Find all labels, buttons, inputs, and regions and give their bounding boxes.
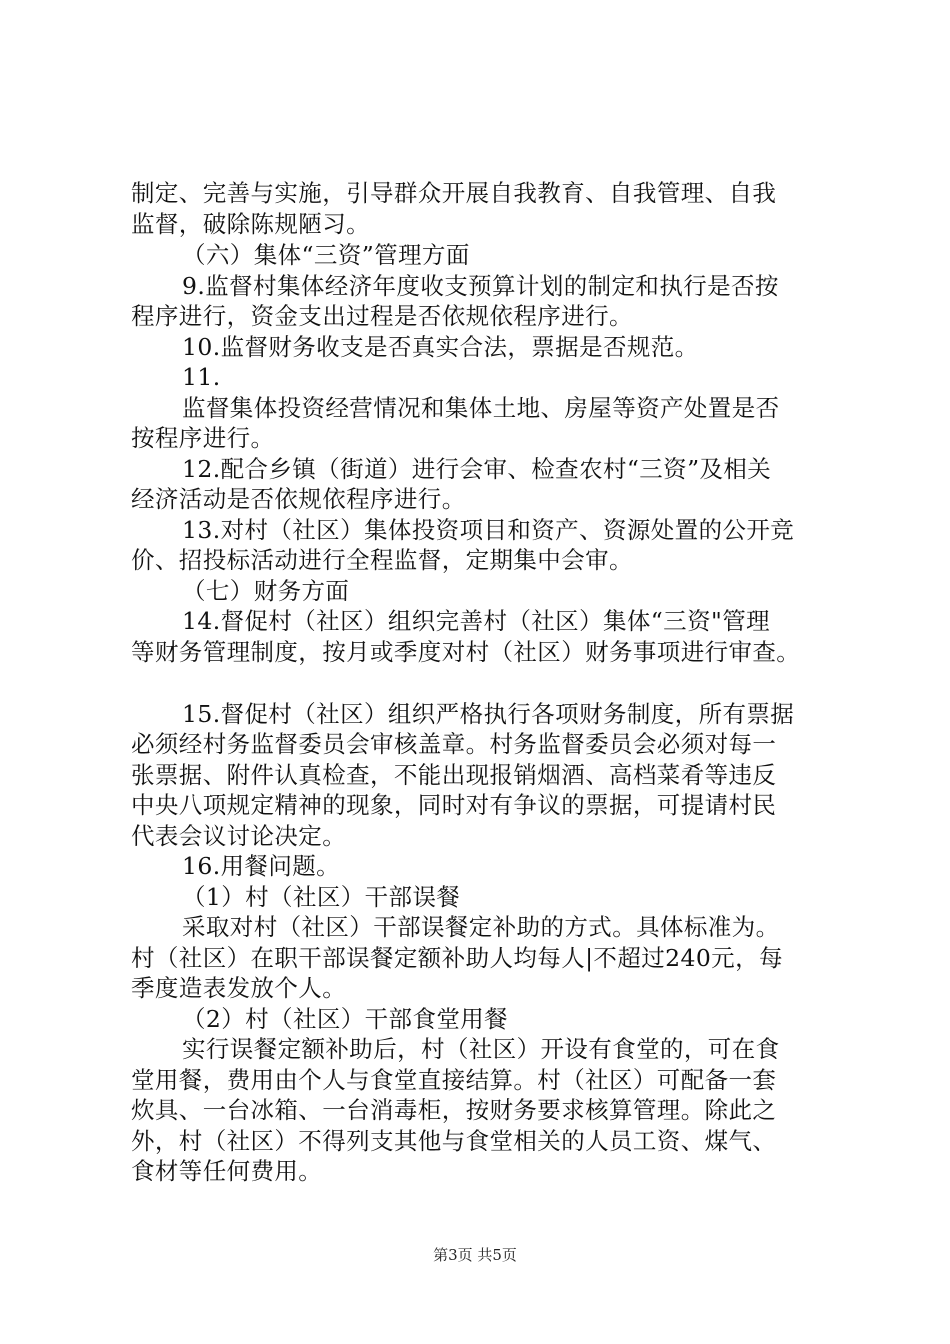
- text-line: 外，村（社区）不得列支其他与食堂相关的人员工资、煤气、: [131, 1127, 777, 1155]
- section-heading: （1）村（社区）干部误餐: [182, 883, 461, 911]
- text-line: 11.: [182, 363, 221, 391]
- text-line: 经济活动是否依规依程序进行。: [131, 485, 466, 513]
- text-line: 13.对村（社区）集体投资项目和资产、资源处置的公开竞: [182, 516, 795, 544]
- text-line: 10.监督财务收支是否真实合法，票据是否规范。: [182, 333, 699, 361]
- section-heading: （六）集体“三资”管理方面: [182, 241, 470, 269]
- text-line: 9.监督村集体经济年度收支预算计划的制定和执行是否按: [182, 272, 779, 300]
- text-line: 张票据、附件认真检查，不能出现报销烟酒、高档菜肴等违反: [131, 761, 777, 789]
- text-line: 监督集体投资经营情况和集体土地、房屋等资产处置是否: [182, 394, 780, 422]
- text-line: 按程序进行。: [131, 424, 275, 452]
- text-line: 代表会议讨论决定。: [131, 822, 347, 850]
- text-line: 监督，破除陈规陋习。: [131, 210, 370, 238]
- text-line: 价、招投标活动进行全程监督，定期集中会审。: [131, 546, 633, 574]
- text-line: 等财务管理制度，按月或季度对村（社区）财务事项进行审查。: [131, 638, 801, 666]
- text-line: 采取对村（社区）干部误餐定补助的方式。具体标准为。: [182, 913, 780, 941]
- section-heading: （2）村（社区）干部食堂用餐: [182, 1005, 509, 1033]
- text-line: 食材等任何费用。: [131, 1157, 323, 1185]
- text-line: 制定、完善与实施，引导群众开展自我教育、自我管理、自我: [131, 179, 777, 207]
- section-heading: （七）财务方面: [182, 577, 350, 605]
- text-line: 炊具、一台冰箱、一台消毒柜，按财务要求核算管理。除此之: [131, 1096, 777, 1124]
- text-line: 16.用餐问题。: [182, 852, 341, 880]
- text-line: 中央八项规定精神的现象，同时对有争议的票据，可提请村民: [131, 791, 777, 819]
- text-line: 季度造表发放个人。: [131, 974, 347, 1002]
- text-line: 14.督促村（社区）组织完善村（社区）集体“三资"管理: [182, 607, 770, 635]
- text-line: 12.配合乡镇（街道）进行会审、检查农村“三资”及相关: [182, 455, 772, 483]
- text-line: 必须经村务监督委员会审核盖章。村务监督委员会必须对每一: [131, 730, 777, 758]
- text-line: 堂用餐，费用由个人与食堂直接结算。村（社区）可配备一套: [131, 1066, 777, 1094]
- text-line: 程序进行，资金支出过程是否依规依程序进行。: [131, 302, 633, 330]
- text-line: 15.督促村（社区）组织严格执行各项财务制度，所有票据: [182, 700, 795, 728]
- page-footer: 第3页 共5页: [433, 1246, 517, 1264]
- text-line: 村（社区）在职干部误餐定额补助人均每人|不超过240元，每: [131, 944, 783, 972]
- text-line: 实行误餐定额补助后，村（社区）开设有食堂的，可在食: [182, 1035, 780, 1063]
